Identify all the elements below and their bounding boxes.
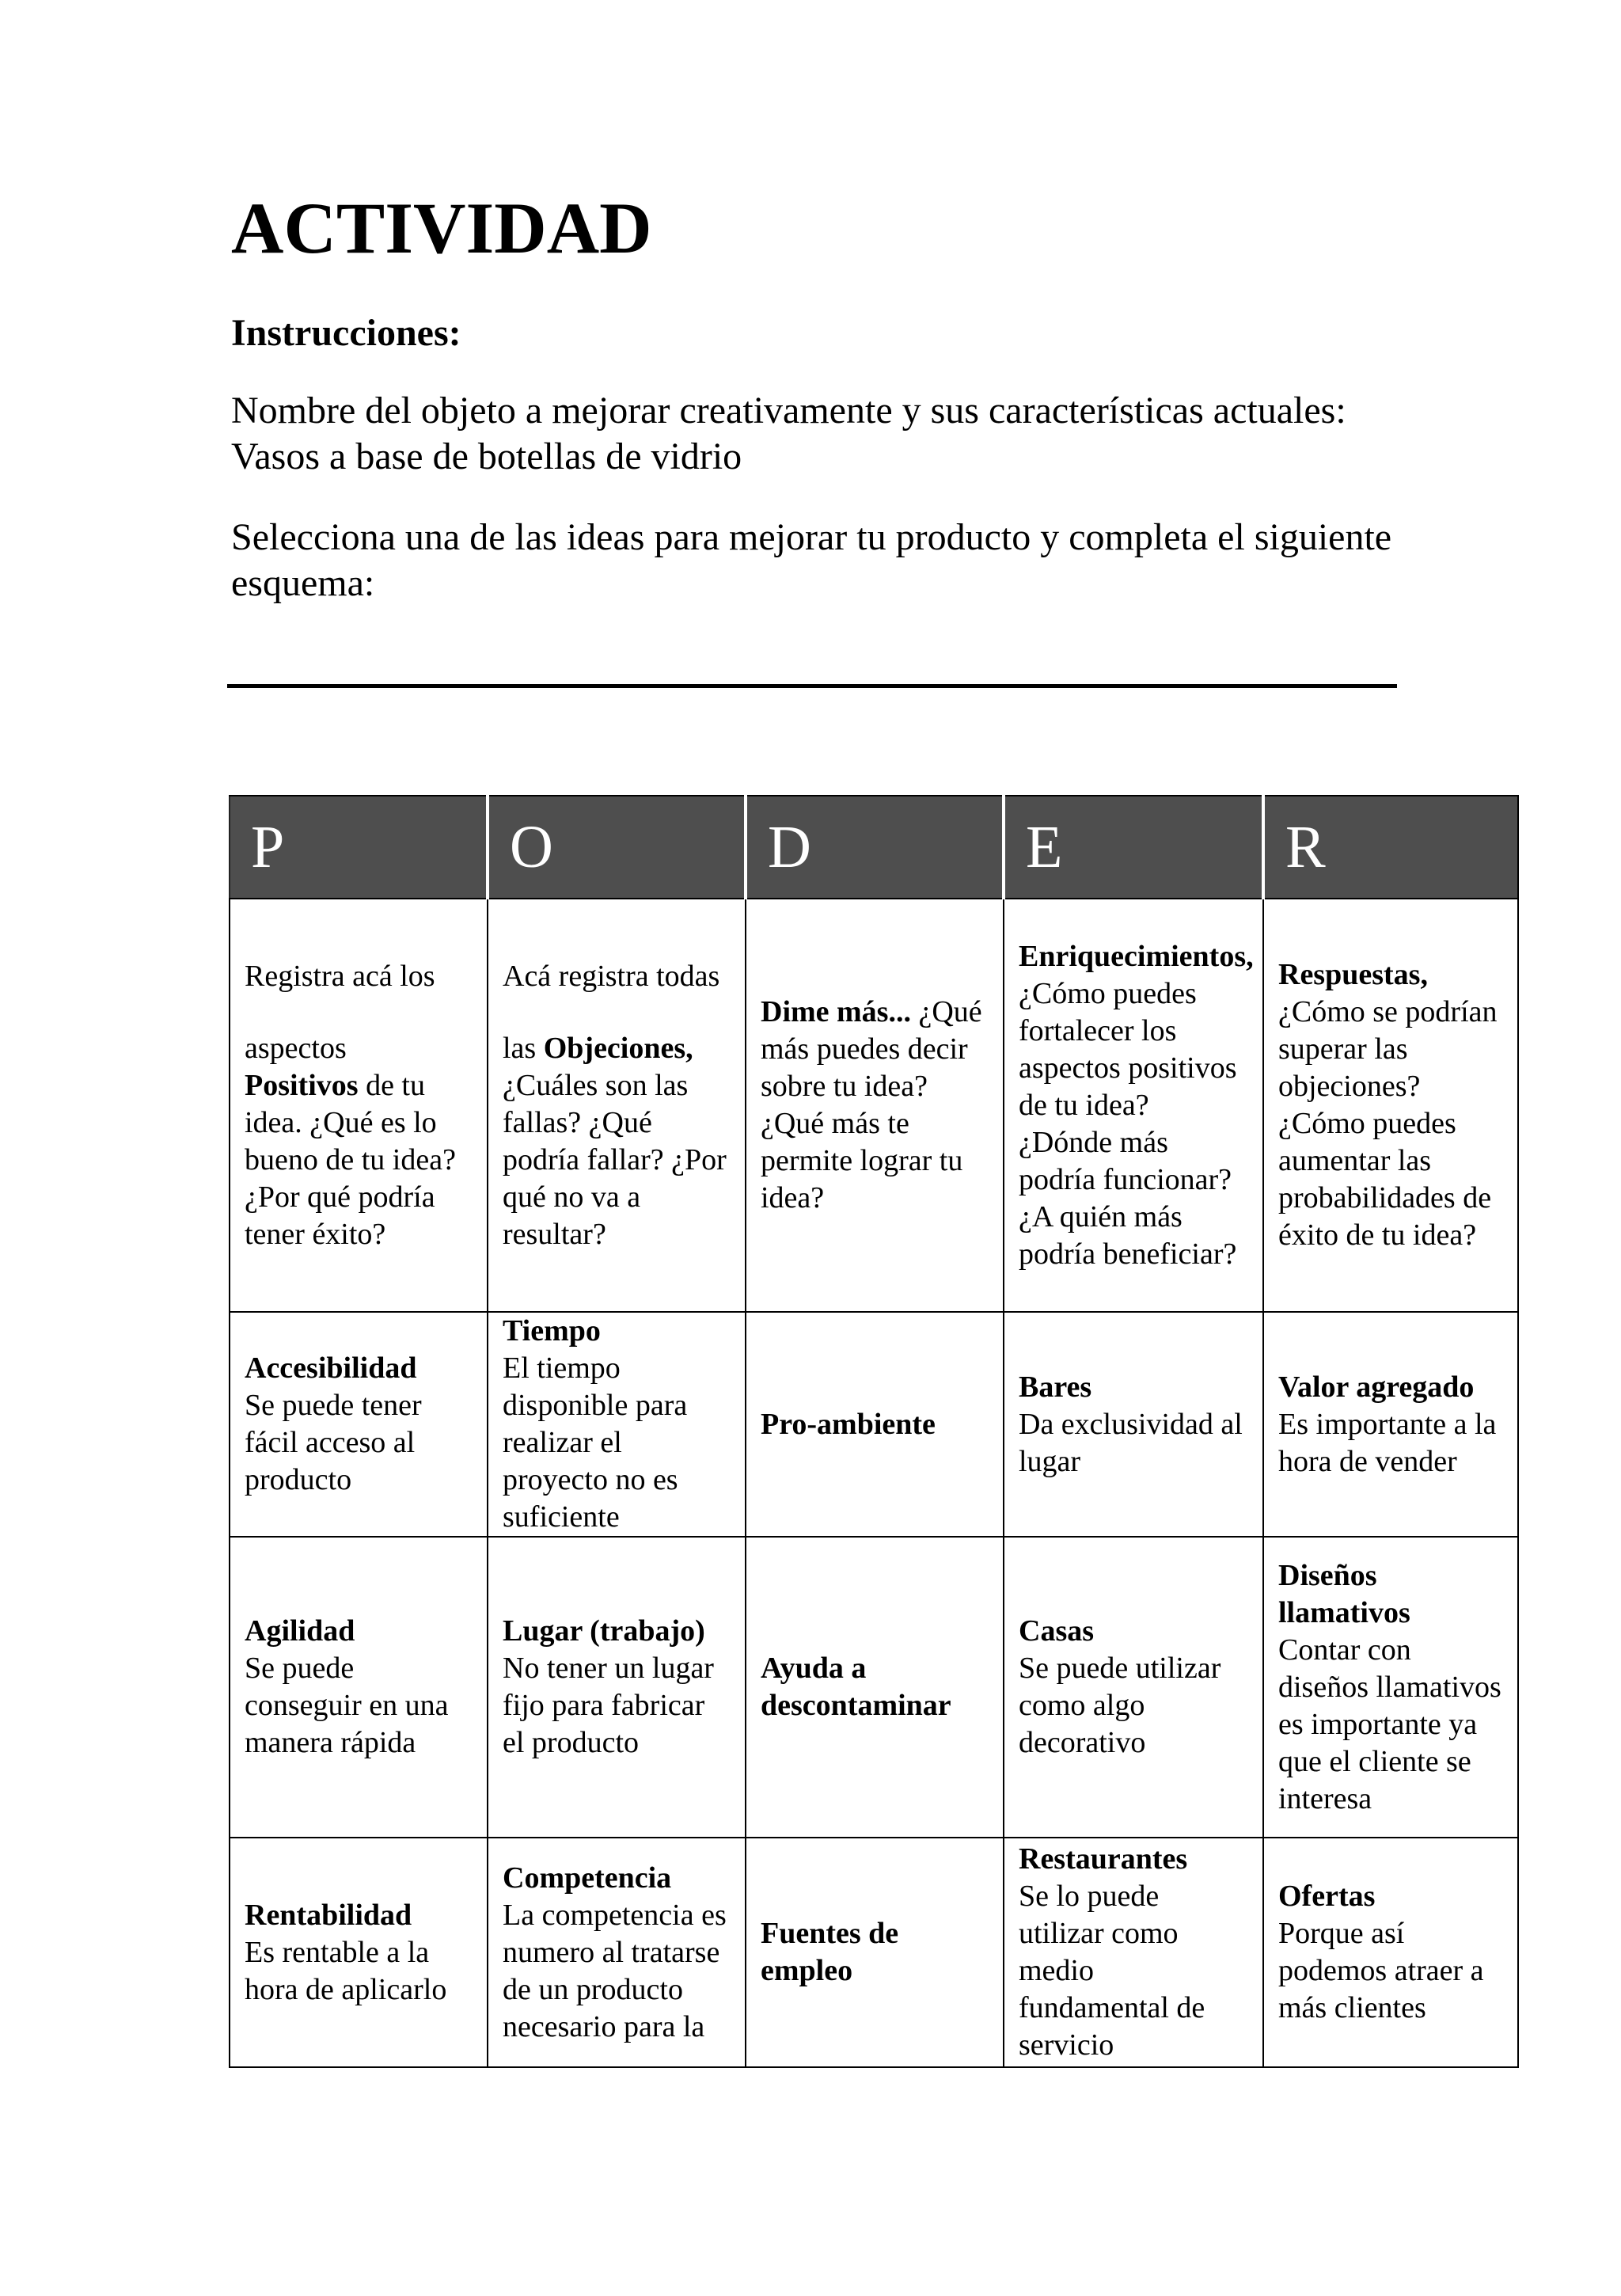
- question-e-bold: Enriquecimientos,: [1019, 939, 1254, 973]
- question-p-body: [245, 1067, 473, 1253]
- cell-title: Casas: [1019, 1614, 1095, 1648]
- cell-e: [1004, 1838, 1263, 2067]
- scheme-instruction: Selecciona una de las ideas para mejorar tu producto y completa el siguiente esquema:: [231, 516, 1392, 604]
- question-o-pre: las: [503, 1031, 544, 1065]
- question-d-bold: Dime más...: [761, 995, 911, 1028]
- horizontal-rule: [227, 684, 1397, 688]
- cell-text: Se lo puede utilizar como medio fundamental de servicio: [1019, 1880, 1205, 2062]
- table-row: [230, 1838, 1518, 2067]
- question-p-bold: Positivos: [245, 1068, 359, 1102]
- question-e-text: ¿Cómo puedes fortalecer los aspectos positivos de tu idea? ¿Dónde más podría funcionar? ¿A quién más podría beneficiar?: [1019, 976, 1237, 1271]
- question-e: [1004, 899, 1263, 1312]
- table-row: [230, 1537, 1518, 1838]
- cell-title: Fuentes de empleo: [761, 1917, 899, 1987]
- page-title: ACTIVIDAD: [231, 188, 652, 268]
- question-p: [230, 899, 488, 1312]
- question-r-bold: Respuestas,: [1278, 958, 1428, 991]
- question-o-line1: Acá registra todas: [503, 959, 720, 993]
- cell-e: [1004, 1312, 1263, 1537]
- cell-title: Accesibilidad: [245, 1351, 417, 1385]
- cell-d: [746, 1537, 1004, 1838]
- cell-d: [746, 1838, 1004, 2067]
- question-r-text: ¿Cómo se podrían superar las objeciones? ¿Cómo puedes aumentar las probabilidades de éxito de tu idea?: [1278, 995, 1498, 1252]
- question-o-bold: Objeciones,: [543, 1031, 693, 1065]
- cell-p: [230, 1537, 488, 1838]
- header-d: D: [746, 796, 1004, 899]
- question-r-body: [1278, 956, 1503, 1254]
- table-row: [230, 1312, 1518, 1537]
- cell-title: Valor agregado: [1278, 1370, 1475, 1404]
- poder-table: [229, 795, 1519, 2068]
- cell-d: [746, 1312, 1004, 1537]
- cell-r: [1263, 1537, 1518, 1838]
- question-d-text: ¿Qué más puedes decir sobre tu idea? ¿Qué más te permite lograr tu idea?: [761, 995, 982, 1215]
- cell-o: [488, 1838, 746, 2067]
- question-r: [1263, 899, 1518, 1312]
- cell-title: Ayuda a descontaminar: [761, 1652, 951, 1722]
- header-o: O: [488, 796, 746, 899]
- cell-title: Bares: [1019, 1370, 1092, 1404]
- question-o: [488, 899, 746, 1312]
- question-o-body: [503, 1030, 731, 1253]
- cell-o: [488, 1312, 746, 1537]
- header-p: P: [230, 796, 488, 899]
- cell-text: Se puede conseguir en una manera rápida: [245, 1652, 449, 1759]
- question-p-text: de tu idea. ¿Qué es lo bueno de tu idea? ¿Por qué podría tener éxito?: [245, 1068, 456, 1251]
- cell-text: Es rentable a la hora de aplicarlo: [245, 1935, 447, 2006]
- cell-title: Agilidad: [245, 1614, 355, 1648]
- cell-e: [1004, 1537, 1263, 1838]
- cell-text: Da exclusividad al lugar: [1019, 1407, 1243, 1478]
- cell-o: [488, 1537, 746, 1838]
- cell-title: Tiempo: [503, 1314, 601, 1348]
- cell-text: Se puede tener fácil acceso al producto: [245, 1389, 422, 1496]
- cell-text: Se puede utilizar como algo decorativo: [1019, 1652, 1221, 1759]
- header-r: R: [1263, 796, 1518, 899]
- cell-title: Pro-ambiente: [761, 1407, 936, 1441]
- cell-text: No tener un lugar fijo para fabricar el producto: [503, 1652, 714, 1759]
- cell-title: Lugar (trabajo): [503, 1614, 705, 1648]
- question-e-body: [1019, 938, 1254, 1273]
- cell-title: Ofertas: [1278, 1880, 1376, 1913]
- cell-text: Es importante a la hora de vender: [1278, 1407, 1497, 1478]
- cell-title: Diseños llamativos: [1278, 1558, 1410, 1629]
- question-p-line1: Registra acá los: [245, 959, 435, 993]
- header-e: E: [1004, 796, 1263, 899]
- cell-r: [1263, 1312, 1518, 1537]
- header-row: [230, 796, 1518, 899]
- instructions-label: Instrucciones:: [231, 312, 461, 354]
- question-o-text: ¿Cuáles son las fallas? ¿Qué podría fallar? ¿Por qué no va a resultar?: [503, 1068, 727, 1251]
- question-row: [230, 899, 1518, 1312]
- cell-text: El tiempo disponible para realizar el proyecto no es suficiente: [503, 1351, 688, 1534]
- cell-r: [1263, 1838, 1518, 2067]
- cell-title: Competencia: [503, 1861, 672, 1895]
- cell-title: Rentabilidad: [245, 1898, 412, 1932]
- cell-text: Porque así podemos atraer a más clientes: [1278, 1917, 1484, 2024]
- cell-text: Contar con diseños llamativos es importante ya que el cliente se interesa: [1278, 1633, 1501, 1815]
- question-d: [746, 899, 1004, 1312]
- cell-title: Restaurantes: [1019, 1842, 1188, 1876]
- cell-p: [230, 1312, 488, 1537]
- object-description: Nombre del objeto a mejorar creativamente y sus características actuales: Vasos a base de botellas de vidrio: [231, 390, 1346, 477]
- question-d-body: [761, 994, 989, 1217]
- cell-p: [230, 1838, 488, 2067]
- question-p-line2: aspectos: [245, 1031, 347, 1065]
- cell-text: La competencia es numero al tratarse de un producto necesario para la: [503, 1898, 727, 2043]
